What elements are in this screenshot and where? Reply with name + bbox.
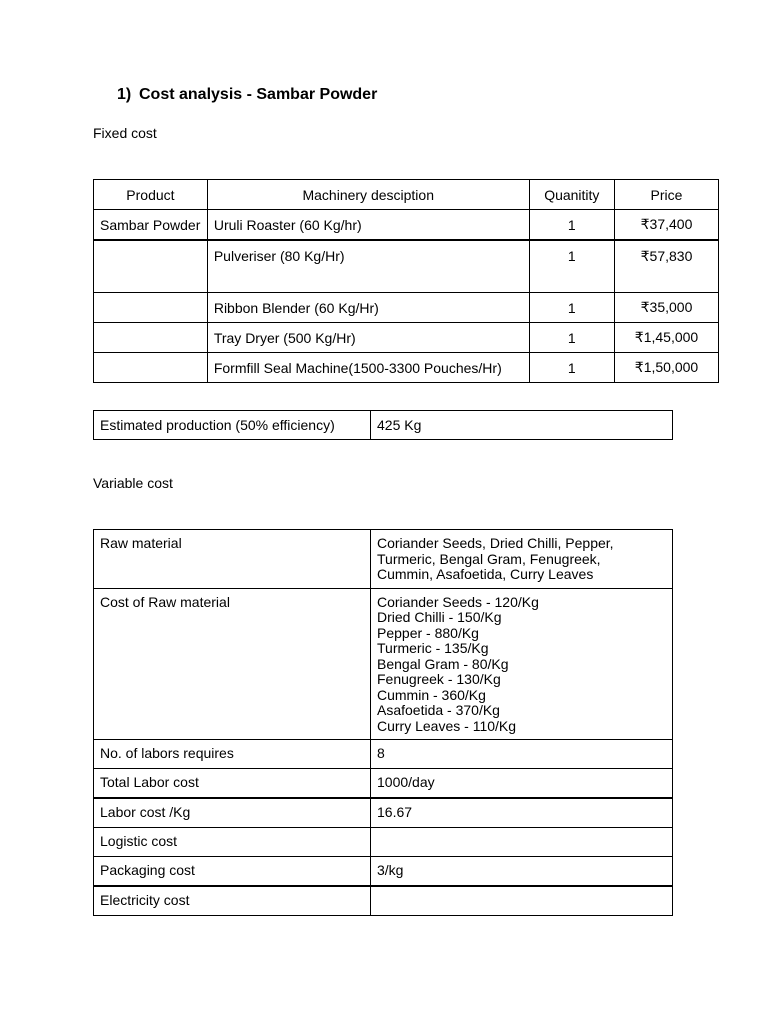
price-cell: ₹35,000: [615, 293, 719, 323]
variable-cost-table: [93, 529, 673, 916]
column-header-quantity: Quanitity: [529, 180, 614, 210]
logistic-cost-value-cell: [371, 828, 673, 857]
raw-material-cost-line: Curry Leaves - 110/Kg: [377, 717, 517, 734]
total-labor-cost-label-cell: Total Labor cost: [94, 769, 371, 799]
machinery-cell: Pulveriser (80 Kg/Hr): [207, 240, 529, 293]
raw-material-cost-line: Turmeric - 135/Kg: [377, 640, 489, 656]
table-row: [94, 857, 673, 887]
packaging-cost-label-cell: Packaging cost: [94, 857, 371, 887]
raw-material-cost-label-cell: Cost of Raw material: [94, 588, 371, 740]
raw-material-cost-line: Cummin - 360/Kg: [377, 686, 486, 703]
packaging-cost-value-cell: 3/kg: [371, 857, 673, 887]
table-row: [94, 886, 673, 916]
fixed-cost-label: Fixed cost: [93, 125, 157, 141]
variable-cost-label: Variable cost: [93, 475, 173, 491]
raw-material-cost-line: Fenugreek - 130/Kg: [377, 671, 501, 687]
quantity-cell: 1: [529, 210, 614, 241]
raw-material-cost-line: Coriander Seeds - 120/Kg: [377, 593, 539, 610]
table-row: [94, 828, 673, 857]
table-row: [94, 411, 673, 440]
quantity-cell: 1: [529, 240, 614, 293]
table-row: [94, 798, 673, 828]
column-header-machinery: Machinery desciption: [207, 180, 529, 210]
section-heading: [117, 86, 377, 104]
labors-label-cell: No. of labors requires: [94, 740, 371, 769]
production-label-cell: Estimated production (50% efficiency): [94, 411, 371, 440]
raw-material-value-cell: [371, 530, 673, 589]
production-table: [93, 410, 673, 440]
machinery-cell: Formfill Seal Machine(1500-3300 Pouches/Hr): [207, 353, 529, 383]
machinery-cell: Ribbon Blender (60 Kg/Hr): [207, 293, 529, 323]
price-cell: ₹57,830: [615, 240, 719, 293]
electricity-cost-value-cell: [371, 886, 673, 916]
product-cell: [94, 323, 208, 353]
product-cell: [94, 293, 208, 323]
fixed-cost-table: [93, 179, 719, 383]
machinery-cell: Uruli Roaster (60 Kg/hr): [207, 210, 529, 241]
labor-cost-per-kg-value-cell: 16.67: [371, 798, 673, 828]
table-row: [94, 240, 719, 293]
electricity-cost-label-cell: Electricity cost: [94, 886, 371, 916]
raw-material-cost-line: Bengal Gram - 80/Kg: [377, 655, 509, 672]
price-cell: ₹1,45,000: [615, 323, 719, 353]
raw-material-cost-line: Pepper - 880/Kg: [377, 624, 479, 641]
total-labor-cost-value-cell: 1000/day: [371, 769, 673, 799]
raw-material-line: Coriander Seeds, Dried Chilli, Pepper,: [377, 535, 614, 551]
table-row: [94, 588, 673, 740]
product-cell: Sambar Powder: [94, 210, 208, 241]
raw-material-line: Cummin, Asafoetida, Curry Leaves: [377, 566, 594, 582]
raw-material-cost-line: Dried Chilli - 150/Kg: [377, 609, 502, 625]
table-row: [94, 353, 719, 383]
quantity-cell: 1: [529, 323, 614, 353]
price-cell: ₹37,400: [615, 210, 719, 241]
product-cell: [94, 240, 208, 293]
column-header-price: Price: [615, 180, 719, 210]
quantity-cell: 1: [529, 293, 614, 323]
table-header-row: [94, 180, 719, 210]
labors-value-cell: 8: [371, 740, 673, 769]
price-cell: ₹1,50,000: [615, 353, 719, 383]
raw-material-line: Turmeric, Bengal Gram, Fenugreek,: [377, 550, 601, 567]
section-title: Cost analysis - Sambar Powder: [139, 86, 378, 103]
machinery-cell: Tray Dryer (500 Kg/Hr): [207, 323, 529, 353]
labor-cost-per-kg-label-cell: Labor cost /Kg: [94, 798, 371, 828]
logistic-cost-label-cell: Logistic cost: [94, 828, 371, 857]
product-cell: [94, 353, 208, 383]
table-row: [94, 293, 719, 323]
quantity-cell: 1: [529, 353, 614, 383]
table-row: [94, 210, 719, 241]
raw-material-cost-line: Asafoetida - 370/Kg: [377, 702, 500, 718]
section-number: 1): [117, 86, 132, 103]
raw-material-cost-value-cell: [371, 588, 673, 740]
table-row: [94, 323, 719, 353]
table-row: [94, 769, 673, 799]
production-value-cell: 425 Kg: [371, 411, 673, 440]
table-row: [94, 740, 673, 769]
raw-material-label-cell: Raw material: [94, 530, 371, 589]
column-header-product: Product: [94, 180, 208, 210]
table-row: [94, 530, 673, 589]
